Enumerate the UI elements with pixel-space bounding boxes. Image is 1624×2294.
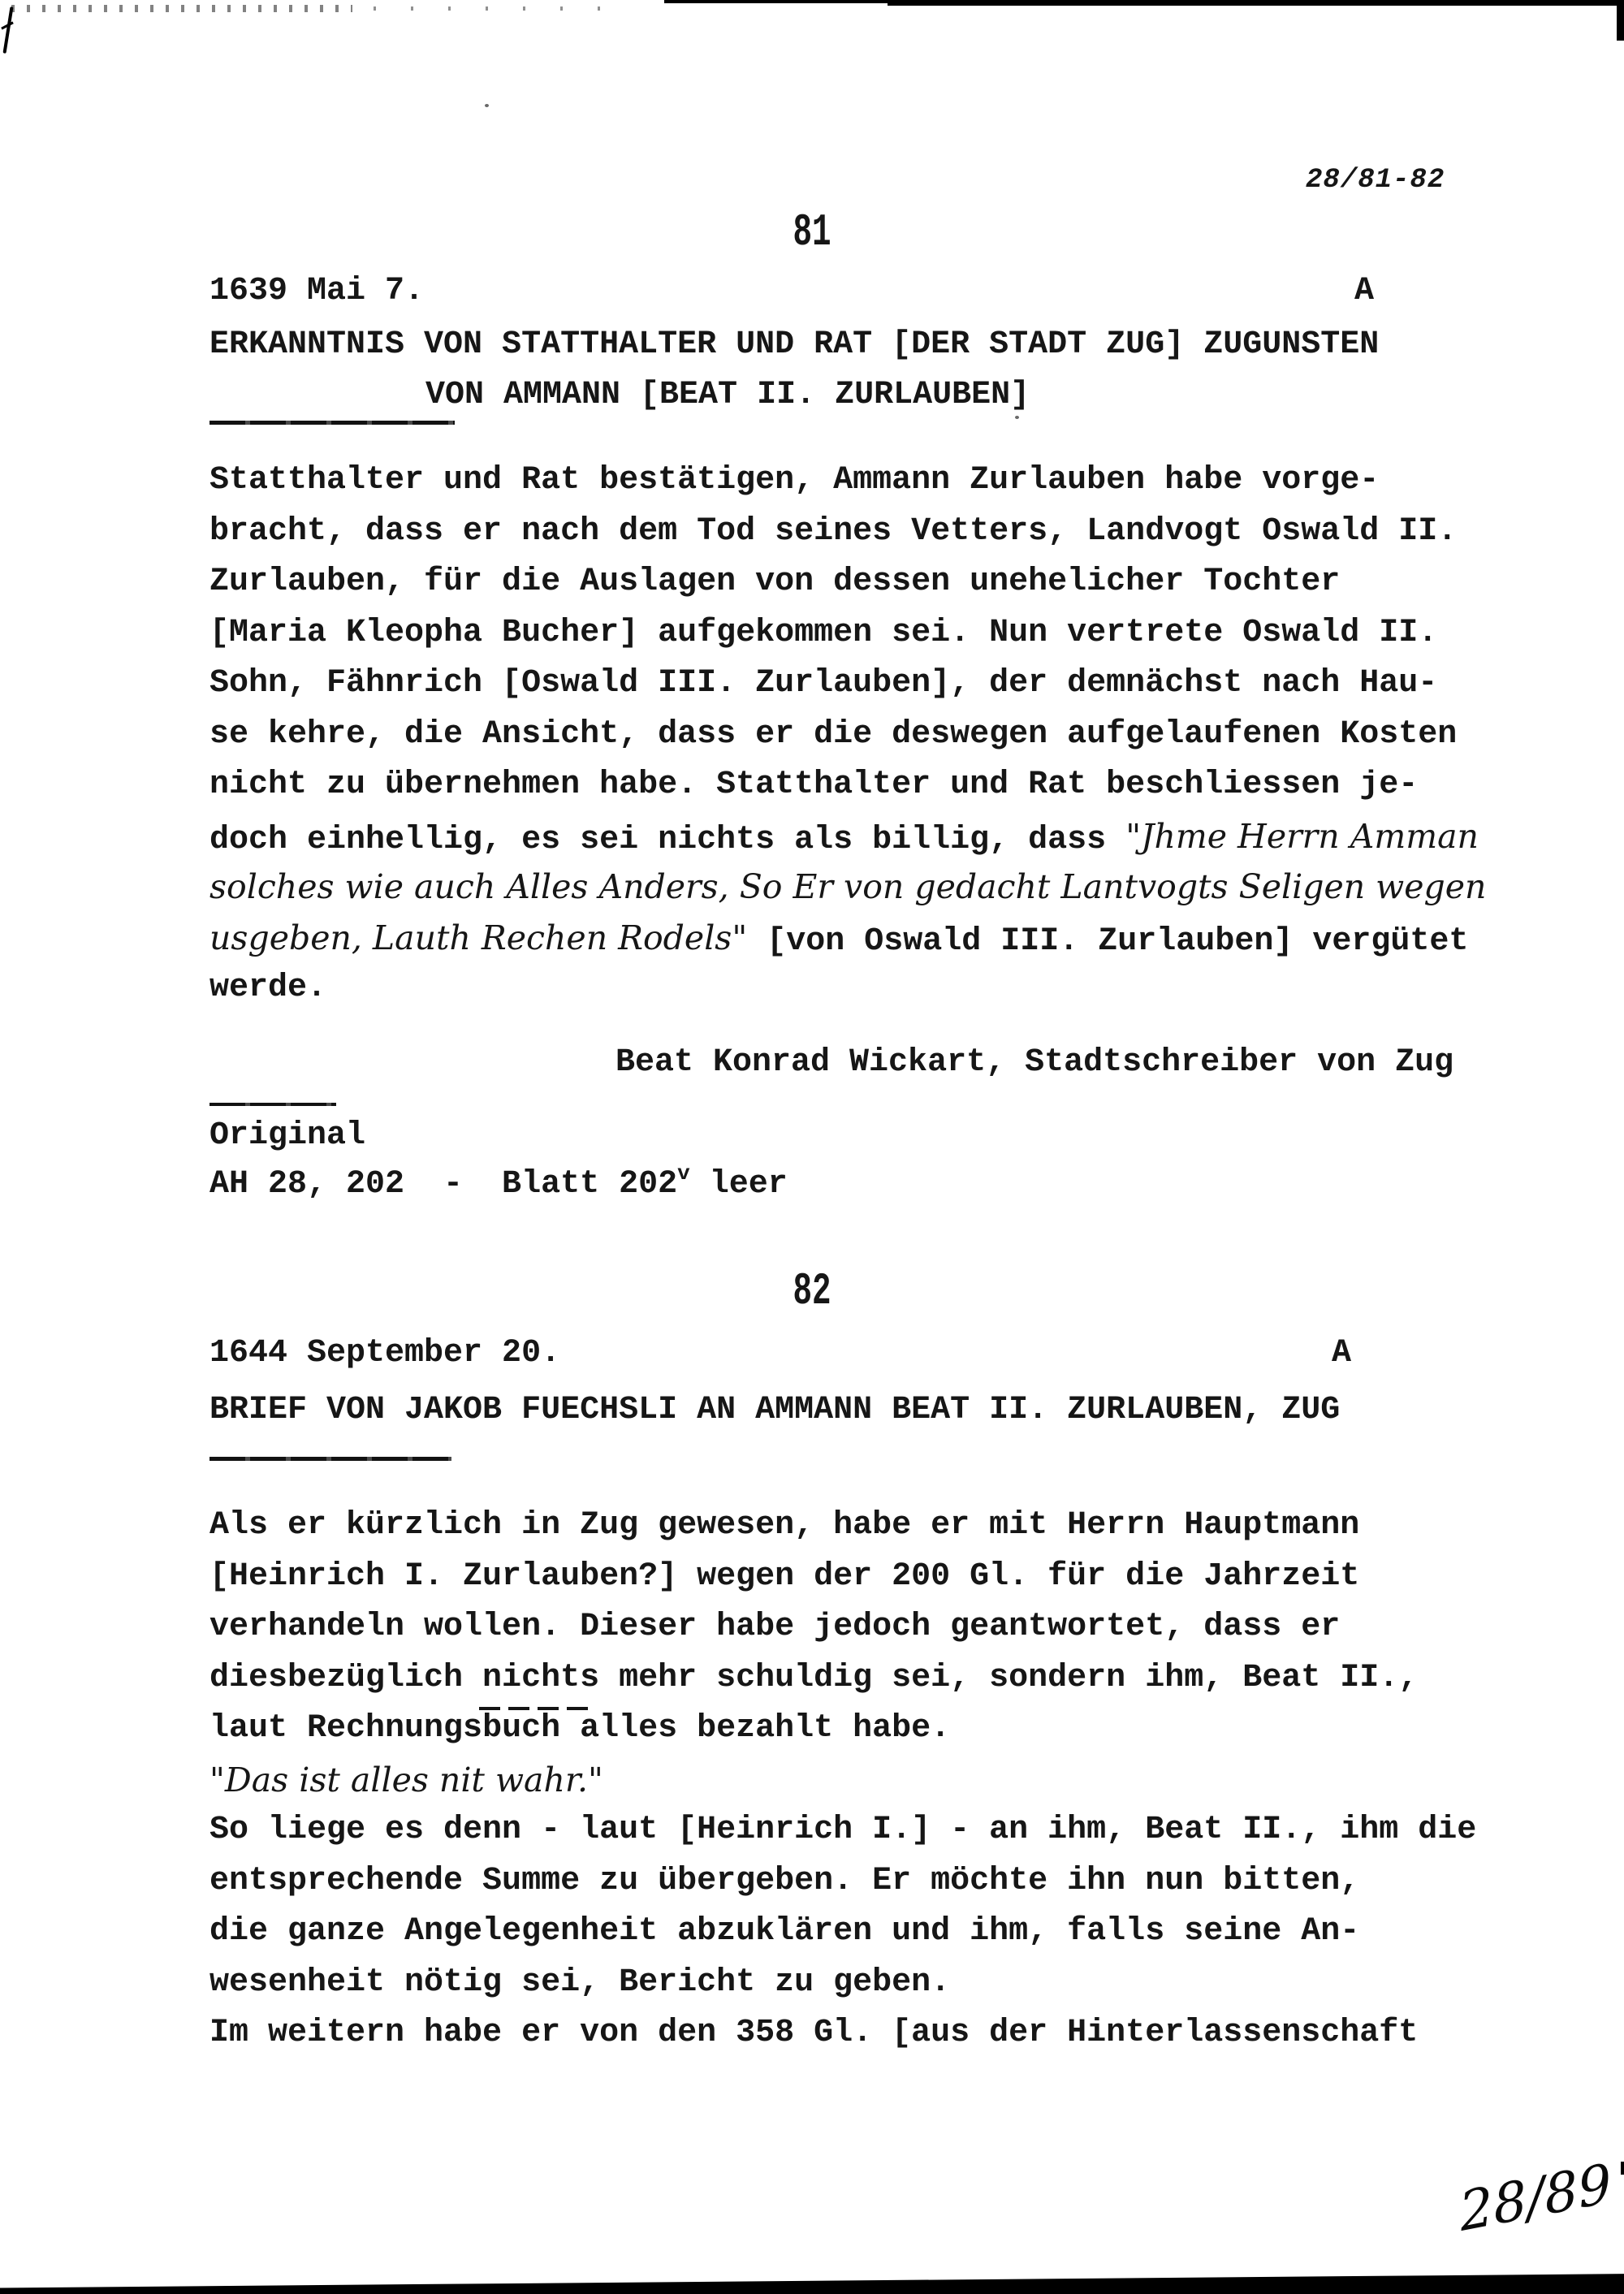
quoted-script-segment: usgeben, Lauth Rechen Rodels" [209,918,748,957]
page-reference: 28/81-82 [1306,165,1445,196]
entry-title-line: VON AMMANN [BEAT II. ZURLAUBEN] [425,377,1030,413]
body-text-segment: diesbezüglich nichts mehr schuldig sei, sondern ihm, Beat II., [209,1659,1419,1696]
body-text-segment: se kehre, die Ansicht, dass er die deswegen aufgelaufenen Kosten [209,715,1458,753]
source-line [209,1117,788,1155]
body-text-segment: bracht, dass er nach dem Tod seines Vetters, Landvogt Oswald II. [209,512,1458,550]
body-text-segment: laut Rechnungs [209,1710,483,1747]
scan-speck [1015,416,1019,419]
entry-title-line: BRIEF VON JAKOB FUECHSLI AN AMMANN BEAT II. ZURLAUBEN, ZUG [209,1392,1341,1428]
body-line [209,760,1486,811]
body-line [209,1907,1476,1958]
quoted-script-segment: "Das ist alles nit wahr." [209,1760,603,1799]
title-underline [209,421,455,425]
body-text-segment: So liege es denn - laut [Heinrich I.] - an ihm, Beat II., ihm die [209,1812,1477,1848]
signature-line: Beat Konrad Wickart, Stadtschreiber von Zug [615,1044,1454,1081]
body-line [209,1602,1476,1653]
body-text-segment: Zurlauben, für die Auslagen von dessen unehelicher Tochter [209,564,1341,600]
scan-bottom-edge-bar [0,2272,1624,2294]
body-text-segment: wesenheit nötig sei, Bericht zu geben. [209,1964,951,2001]
body-line [209,507,1486,558]
body-text-segment: werde. [209,970,327,1006]
entry-body [209,456,1486,1014]
body-text-segment: alles bezahlt habe. [560,1710,951,1747]
pen-mark-top-left [2,6,13,54]
scan-right-edge-tick [1617,3,1624,41]
body-text-segment: verhandeln wollen. Dieser habe jedoch geantwortet, dass er [209,1609,1341,1645]
body-text-segment: [von Oswald III. Zurlauben] vergütet [747,922,1469,960]
body-line [209,913,1486,964]
body-text-segment: Als er kürzlich in Zug gewesen, habe er mit Herrn Hauptmann [209,1507,1360,1544]
superscript-segment: v [677,1161,690,1186]
body-text-segment: Original [209,1117,366,1154]
body-text-segment: die ganze Angelegenheit abzuklären und ihm, falls seine An- [209,1913,1360,1950]
entry-number: 82 [793,1265,831,1317]
body-text-segment: [Heinrich I. Zurlauben?] wegen der 200 Gl. für die Jahrzeit [209,1557,1360,1595]
marginal-letter: A [1354,273,1375,309]
body-line [209,608,1486,659]
body-line [209,811,1486,862]
body-line [209,1958,1476,2009]
entry-title-line: ERKANNTNIS VON STATTHALTER UND RAT [DER STADT ZUG] ZUGUNSTEN [209,326,1380,363]
body-line [209,1704,1476,1755]
quoted-script-segment: "Jhme Herrn Amman [1125,816,1479,856]
body-line [209,862,1486,913]
scan-speckle-strip [11,5,352,12]
entry-body [209,1501,1476,2059]
body-text-segment: AH 28, 202 - Blatt 202 [209,1166,678,1203]
quoted-script-segment: solches wie auch Alles Anders, So Er von gedacht Lantvogts Seligen wegen [209,867,1487,906]
body-line [209,1856,1476,1907]
body-text-segment: [Maria Kleopha Bucher] aufgekommen sei. Nun vertrete Oswald II. [209,614,1438,651]
body-line [209,557,1486,608]
entry-date: 1644 September 20. [209,1335,561,1372]
scan-speck [485,104,489,107]
entry-number: 81 [793,206,831,258]
title-underline [209,1457,451,1461]
body-text-segment: doch einhellig, es sei nichts als billig, dass [209,821,1126,858]
scan-speckle-strip-2 [374,6,609,11]
body-line [209,1552,1476,1603]
body-line [209,1653,1476,1704]
body-text-segment: entsprechende Summe zu übergeben. Er möchte ihn nun bitten, [209,1862,1360,1899]
overlined-segment: buch [482,1710,561,1747]
body-line [209,1805,1476,1856]
body-line [209,963,1486,1014]
scan-right-edge-tick-low [1621,2162,1624,2175]
handwritten-folio-number: 28/89 [1457,2151,1614,2244]
source-line [209,1155,788,1203]
body-text-segment: leer [689,1166,788,1203]
body-line [209,456,1486,507]
marginal-letter: A [1332,1335,1352,1372]
body-line [209,1755,1476,1806]
body-line [209,2008,1476,2059]
body-text-segment: nicht zu übernehmen habe. Statthalter und Rat beschliessen je- [209,767,1419,803]
body-text-segment: Im weitern habe er von den 358 Gl. [aus der Hinterlassenschaft [209,2015,1419,2051]
source-underline [209,1103,336,1106]
scan-top-edge-line-thick [888,0,1624,6]
body-line [209,710,1486,761]
body-line [209,659,1486,710]
body-text-segment: Statthalter und Rat bestätigen, Ammann Zurlauben habe vorge- [209,462,1380,499]
entry-date: 1639 Mai 7. [209,273,425,309]
body-text-segment: Sohn, Fähnrich [Oswald III. Zurlauben], der demnächst nach Hau- [209,665,1438,702]
body-line [209,1501,1476,1552]
source-block [209,1117,788,1203]
